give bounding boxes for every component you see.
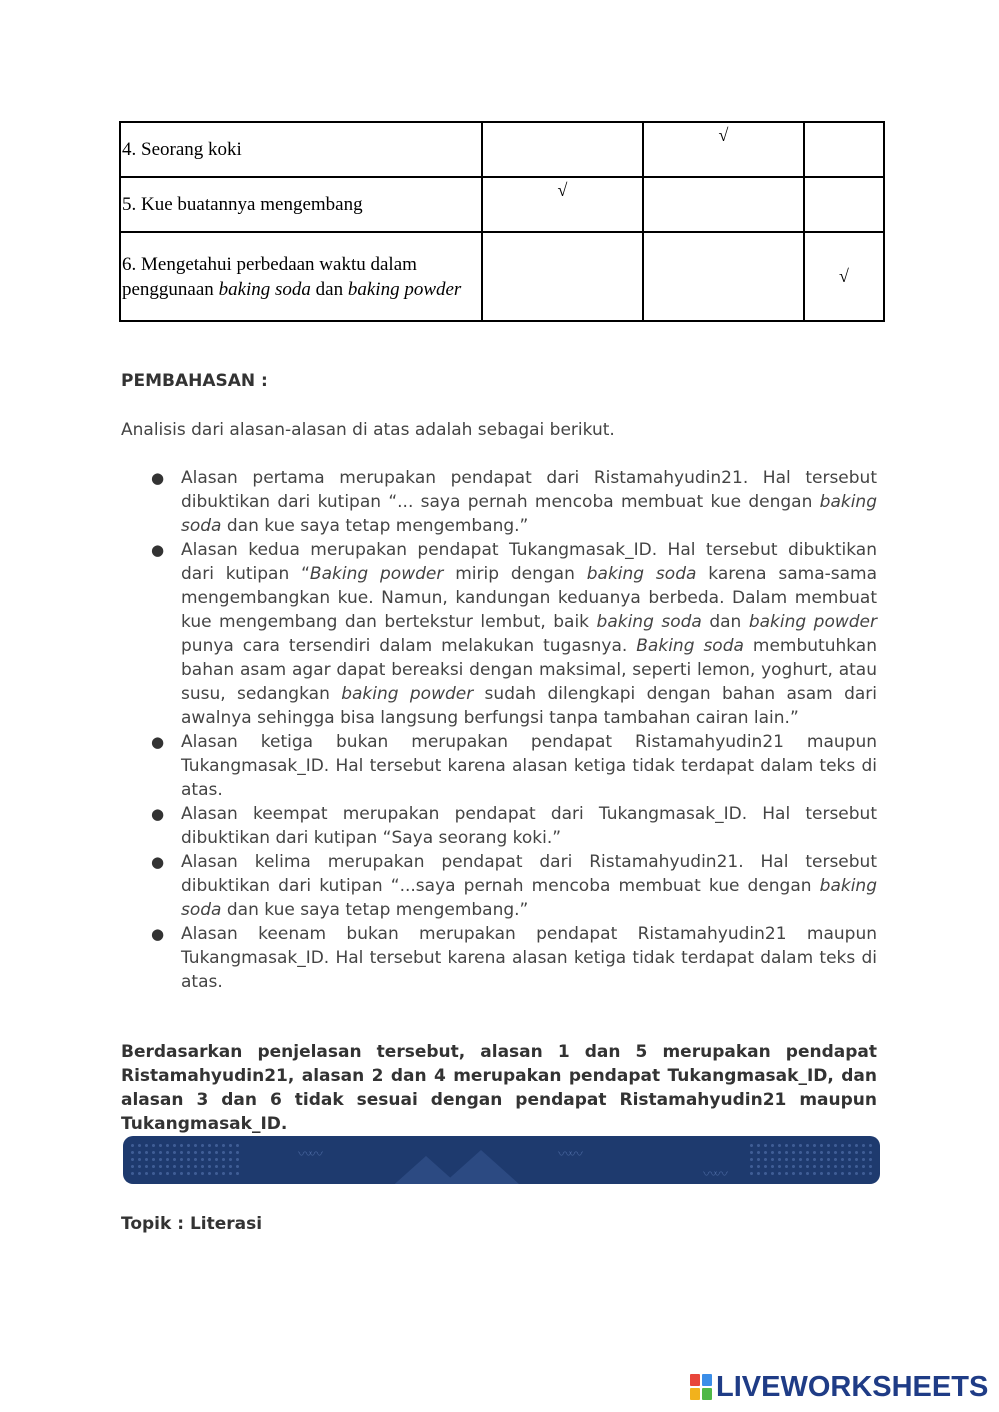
check-mark: √ — [718, 125, 729, 145]
discussion-intro: Analisis dari alasan-alasan di atas adalah sebagai berikut. — [121, 420, 615, 440]
mark-cell — [482, 122, 643, 177]
topic-label: Topik : Literasi — [121, 1214, 263, 1234]
mark-cell — [643, 122, 804, 177]
mark-cell — [804, 177, 884, 232]
reason-list — [151, 466, 877, 994]
reason-item: ● Alasan ketiga bukan merupakan pendapat Ristamahyudin21 maupun Tukangmasak_ID. Hal tersebut karena alasan ketiga tidak terdapat dalam teks di atas. — [151, 732, 877, 800]
reason-item: ● Alasan kelima merupakan pendapat dari Ristamahyudin21. Hal tersebut dibuktikan dari kutipan “...saya pernah mencoba membuat kue dengan baking soda dan kue saya tetap mengembang.” — [151, 852, 877, 920]
dot-pattern — [129, 1142, 239, 1176]
reason-item: ● Alasan keenam bukan merupakan pendapat Ristamahyudin21 maupun Tukangmasak_ID. Hal tersebut karena alasan ketiga tidak terdapat dalam teks di atas. — [151, 924, 877, 992]
check-mark: √ — [839, 266, 849, 286]
check-mark: √ — [557, 180, 568, 200]
reason-item: ● Alasan kedua merupakan pendapat Tukangmasak_ID. Hal tersebut dibuktikan dari kutipan “Baking powder mirip dengan baking soda karena sama-sama mengembangkan kue. Namun, kandungan keduanya berbeda. Dalam membuat kue mengembang dan bertekstur lembut, baik baking soda dan baking powder punya cara tersendiri dalam melakukan tugasnya. Baking soda membutuhkan bahan asam agar dapat bereaksi dengan maksimal, seperti lemon, yoghurt, atau susu, sedangkan baking powder sudah dilengkapi dengan bahan asam dari awalnya sehingga bisa langsung berfungsi tanpa tambahan cairan lain.” — [151, 540, 877, 728]
mark-cell — [804, 122, 884, 177]
bullet-icon: ● — [151, 469, 165, 487]
bullet-icon: ● — [151, 925, 165, 943]
wave-icon: 〰〰 — [703, 1167, 725, 1183]
table-row — [120, 177, 884, 232]
opinion-table — [119, 121, 885, 322]
statement-cell: 4. Seorang koki — [120, 122, 482, 177]
triangle-shape — [443, 1150, 519, 1184]
mark-cell — [804, 232, 884, 321]
statement-cell: 5. Kue buatannya mengembang — [120, 177, 482, 232]
mark-cell — [643, 232, 804, 321]
bullet-icon: ● — [151, 541, 165, 559]
bullet-icon: ● — [151, 805, 165, 823]
logo-text: LIVEWORKSHEETS — [716, 1370, 989, 1403]
table-row — [120, 232, 884, 321]
mark-cell — [643, 177, 804, 232]
discussion-heading: PEMBAHASAN : — [121, 371, 268, 391]
conclusion-paragraph: Berdasarkan penjelasan tersebut, alasan 1 dan 5 merupakan pendapat Ristamahyudin21, alasan 2 dan 4 merupakan pendapat Tukangmasak_ID, dan alasan 3 dan 6 tidak sesuai dengan pendapat Ristamahyudin21 maupun Tukangmasak_ID. — [121, 1042, 877, 1134]
reason-item: ● Alasan keempat merupakan pendapat dari Tukangmasak_ID. Hal tersebut dibuktikan dari kutipan “Saya seorang koki.” — [151, 804, 877, 848]
bullet-icon: ● — [151, 733, 165, 751]
table-row — [120, 122, 884, 177]
logo-icon — [690, 1374, 712, 1400]
wave-icon: 〰〰 — [558, 1147, 580, 1163]
bullet-icon: ● — [151, 853, 165, 871]
wave-icon: 〰〰 — [298, 1147, 320, 1163]
liveworksheets-logo — [690, 1370, 988, 1404]
reason-item: ● Alasan pertama merupakan pendapat dari Ristamahyudin21. Hal tersebut dibuktikan dari kutipan “... saya pernah mencoba membuat kue dengan baking soda dan kue saya tetap mengembang.” — [151, 468, 877, 536]
decorative-banner — [123, 1136, 880, 1184]
dot-pattern — [748, 1142, 874, 1176]
statement-cell: 6. Mengetahui perbedaan waktu dalam penggunaan baking soda dan baking powder — [120, 232, 482, 321]
mark-cell — [482, 232, 643, 321]
mark-cell — [482, 177, 643, 232]
